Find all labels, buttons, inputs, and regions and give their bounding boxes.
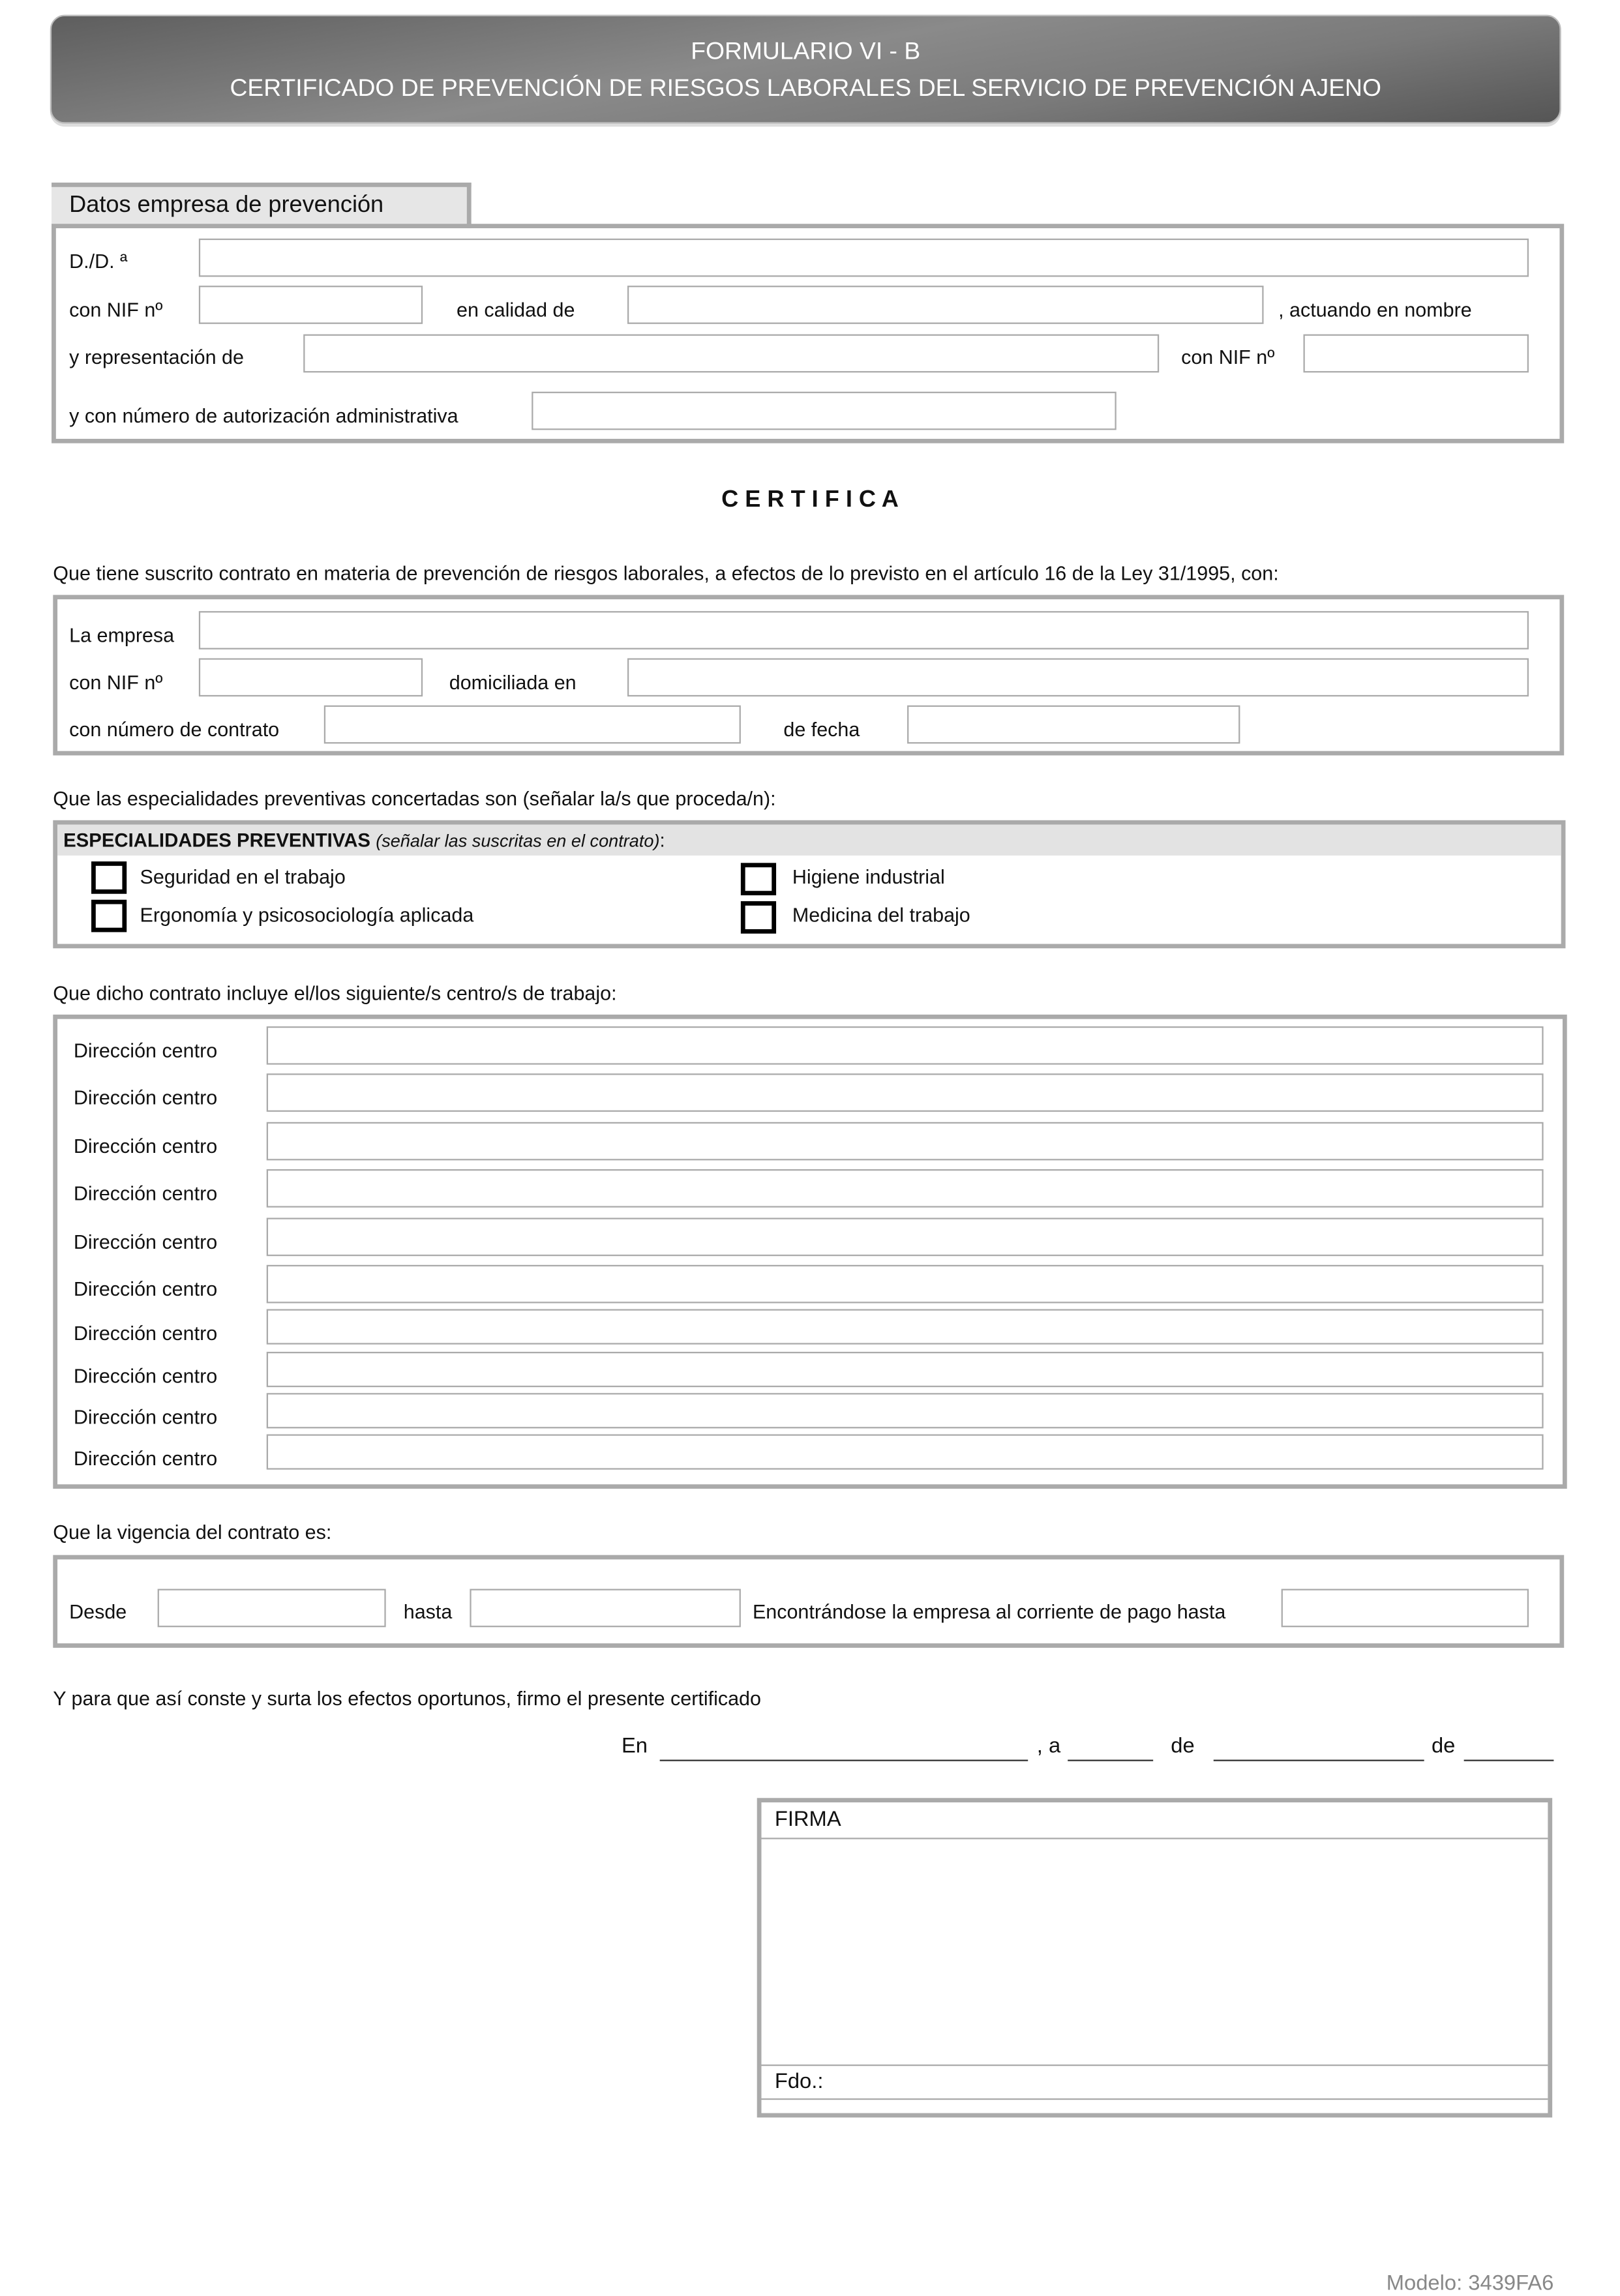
representation-label: y representación de <box>69 346 244 368</box>
signature-box <box>757 1798 1552 2117</box>
center-address-label: Dirección centro <box>73 1365 218 1388</box>
specialties-hint: (señalar las suscritas en el contrato) <box>376 830 660 852</box>
center-address-label: Dirección centro <box>73 1039 218 1062</box>
company-nif-label: con NIF nº <box>1181 346 1275 368</box>
payment-label: Encontrándose la empresa al corriente de pago hasta <box>752 1600 1226 1623</box>
day-input[interactable] <box>1068 1739 1153 1761</box>
client-nif-label: con NIF nº <box>69 671 163 694</box>
signature-area[interactable] <box>761 1841 1548 2065</box>
acting-label: , actuando en nombre <box>1278 299 1472 321</box>
place-label: En <box>621 1735 648 1759</box>
year-input[interactable] <box>1464 1739 1554 1761</box>
contract-date-input[interactable] <box>907 706 1240 744</box>
address-input[interactable] <box>627 658 1529 696</box>
client-nif-input[interactable] <box>199 658 423 696</box>
checkbox-label: Ergonomía y psicosociología aplicada <box>140 904 474 927</box>
checkbox-higiene[interactable] <box>741 863 776 895</box>
contract-number-label: con número de contrato <box>69 719 280 741</box>
payment-date-input[interactable] <box>1282 1589 1529 1628</box>
place-input[interactable] <box>660 1739 1028 1761</box>
nif-input[interactable] <box>199 286 423 324</box>
center-address-input[interactable] <box>267 1393 1544 1428</box>
representation-input[interactable] <box>303 335 1159 373</box>
certifica-heading: C E R T I F I C A <box>721 487 899 513</box>
contract-intro: Que tiene suscrito contrato en materia de prevención de riesgos laborales, a efectos de lo previsto en el artículo 16 de la Ley 31/1995, con: <box>53 562 1279 585</box>
specialties-title: ESPECIALIDADES PREVENTIVAS <box>63 829 371 852</box>
authorization-input[interactable] <box>532 392 1117 430</box>
center-address-input[interactable] <box>267 1434 1544 1469</box>
form-title: CERTIFICADO DE PREVENCIÓN DE RIESGOS LABORALES DEL SERVICIO DE PREVENCIÓN AJENO <box>230 75 1381 102</box>
from-label: Desde <box>69 1600 127 1623</box>
checkbox-label: Medicina del trabajo <box>792 904 970 927</box>
checkbox-label: Higiene industrial <box>792 865 945 888</box>
center-address-label: Dirección centro <box>73 1230 218 1253</box>
day-label: , a <box>1036 1735 1061 1759</box>
company-input[interactable] <box>199 611 1529 649</box>
center-address-label: Dirección centro <box>73 1406 218 1429</box>
center-address-input[interactable] <box>267 1026 1544 1065</box>
model-code: Modelo: 3439FA6 <box>1386 2272 1554 2296</box>
center-address-input[interactable] <box>267 1169 1544 1208</box>
to-label: hasta <box>403 1600 453 1623</box>
center-address-input[interactable] <box>267 1352 1544 1387</box>
month-input[interactable] <box>1214 1739 1424 1761</box>
form-number: FORMULARIO VI - B <box>691 38 921 65</box>
form-header <box>50 15 1561 124</box>
section-title: Datos empresa de prevención <box>69 192 384 218</box>
closing-text: Y para que así conste y surta los efectos oportunos, firmo el presente certificado <box>53 1687 761 1710</box>
checkbox-ergonomia[interactable] <box>91 900 127 932</box>
validity-intro: Que la vigencia del contrato es: <box>53 1521 332 1543</box>
center-address-input[interactable] <box>267 1309 1544 1345</box>
checkbox-label: Seguridad en el trabajo <box>140 865 346 888</box>
authorization-label: y con número de autorización administrativa <box>69 405 458 427</box>
center-address-label: Dirección centro <box>73 1322 218 1345</box>
center-address-label: Dirección centro <box>73 1182 218 1205</box>
center-address-label: Dirección centro <box>73 1278 218 1300</box>
year-label: de <box>1431 1735 1456 1759</box>
specialties-intro: Que las especialidades preventivas concertadas son (señalar la/s que proceda/n): <box>53 788 776 811</box>
contract-date-label: de fecha <box>783 719 860 741</box>
center-address-label: Dirección centro <box>73 1086 218 1109</box>
specialties-header <box>57 825 1561 856</box>
company-nif-input[interactable] <box>1304 335 1529 373</box>
checkbox-seguridad[interactable] <box>91 861 127 894</box>
center-address-input[interactable] <box>267 1073 1544 1112</box>
center-address-label: Dirección centro <box>73 1447 218 1470</box>
from-date-input[interactable] <box>158 1589 386 1628</box>
center-address-input[interactable] <box>267 1265 1544 1304</box>
signed-by-label: Fdo.: <box>774 2070 824 2095</box>
signed-by-row[interactable] <box>761 2065 1548 2100</box>
colon: : <box>659 829 665 852</box>
address-label: domiciliada en <box>449 671 577 694</box>
signature-title: FIRMA <box>774 1808 841 1832</box>
role-input[interactable] <box>627 286 1264 324</box>
nif-label: con NIF nº <box>69 299 163 321</box>
section-tab <box>52 183 472 228</box>
month-label: de <box>1171 1735 1195 1759</box>
name-input[interactable] <box>199 239 1529 277</box>
role-label: en calidad de <box>457 299 575 321</box>
to-date-input[interactable] <box>470 1589 741 1628</box>
center-address-input[interactable] <box>267 1122 1544 1161</box>
contract-number-input[interactable] <box>324 706 741 744</box>
center-address-label: Dirección centro <box>73 1135 218 1157</box>
company-label: La empresa <box>69 624 175 647</box>
signature-header <box>761 1802 1548 1839</box>
name-label: D./D. ª <box>69 250 128 273</box>
center-address-input[interactable] <box>267 1218 1544 1257</box>
checkbox-medicina[interactable] <box>741 901 776 934</box>
centers-intro: Que dicho contrato incluye el/los siguiente/s centro/s de trabajo: <box>53 982 617 1005</box>
